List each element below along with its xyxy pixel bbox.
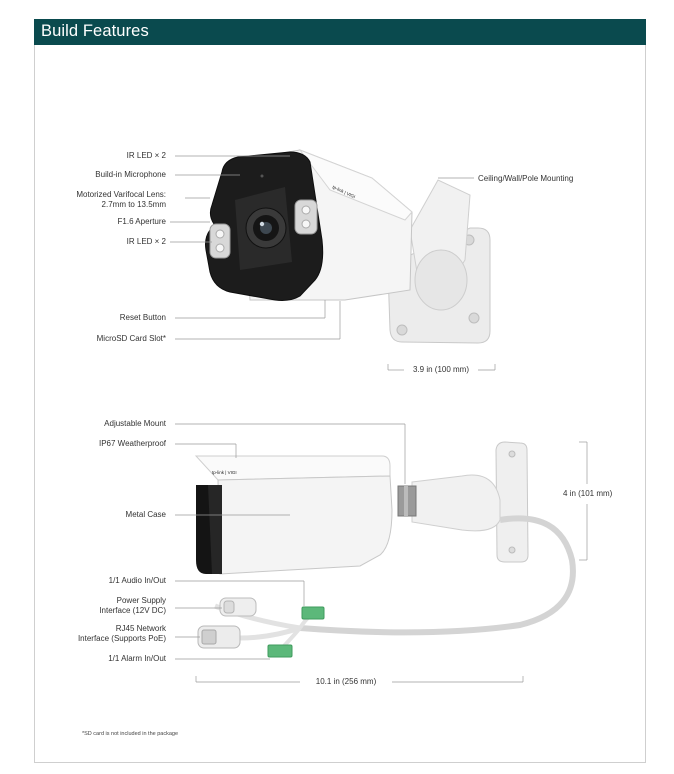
length-dimension-label: 10.1 in (256 mm) — [315, 677, 377, 686]
lens-label-line2: 2.7mm to 13.5mm — [101, 200, 166, 209]
brand-mark-front: tp-link | VIGI — [331, 184, 357, 200]
width-dimension-label: 3.9 in (100 mm) — [412, 365, 470, 374]
lens-label-line1: Motorized Varifocal Lens: — [76, 190, 166, 199]
section-title: Build Features — [41, 22, 149, 40]
microphone-label: Build-in Microphone — [95, 170, 166, 179]
microsd-slot-label: MicroSD Card Slot* — [96, 334, 166, 343]
aperture-label: F1.6 Aperture — [117, 217, 166, 226]
rj45-label-line1: RJ45 Network — [115, 624, 166, 633]
metal-case-label: Metal Case — [125, 510, 166, 519]
front-camera-illustration — [206, 150, 491, 343]
audio-label: 1/1 Audio In/Out — [108, 576, 166, 585]
footnote: *SD card is not included in the package — [82, 731, 179, 737]
adjustable-mount-label: Adjustable Mount — [104, 419, 166, 428]
ir-led-top-label: IR LED × 2 — [126, 151, 166, 160]
reset-button-label: Reset Button — [119, 313, 166, 322]
weatherproof-label: IP67 Weatherproof — [98, 439, 166, 448]
mounting-label: Ceiling/Wall/Pole Mounting — [478, 174, 574, 183]
ir-led-bottom-label: IR LED × 2 — [126, 237, 166, 246]
rj45-label-line2: Interface (Supports PoE) — [77, 634, 166, 643]
height-dimension-label: 4 in (101 mm) — [563, 489, 613, 498]
alarm-label: 1/1 Alarm In/Out — [108, 654, 166, 663]
power-label-line2: Interface (12V DC) — [99, 606, 166, 615]
brand-mark-side: tp-link | VIGI — [212, 470, 237, 475]
side-camera-illustration — [196, 442, 573, 657]
power-label-line1: Power Supply — [116, 596, 166, 605]
